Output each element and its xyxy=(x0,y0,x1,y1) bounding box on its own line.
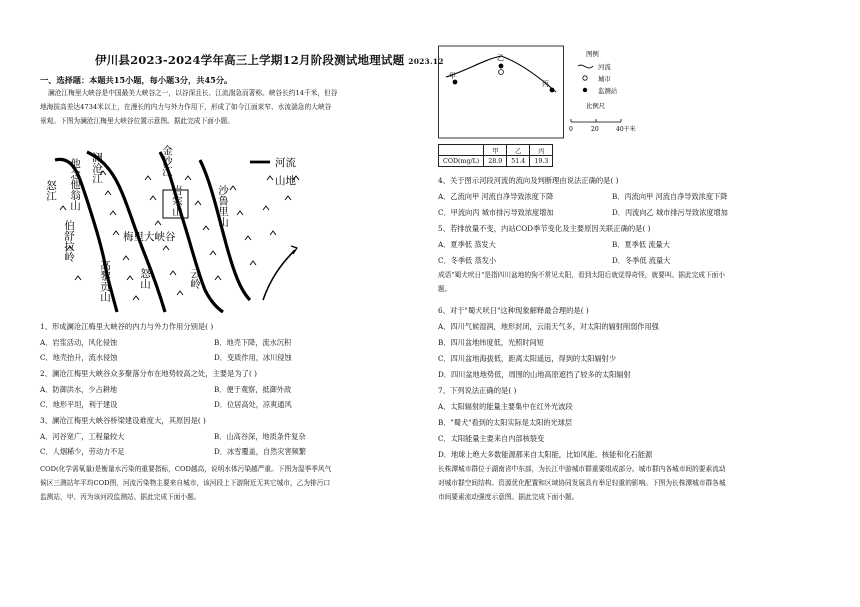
question-stem: 1、形成澜沧江梅里大峡谷的内力与外力作用分别是( ) xyxy=(40,322,214,331)
city-yi xyxy=(499,70,504,75)
scale-label: 比例尺 xyxy=(586,102,606,110)
option-a[interactable]: A．四川气候湿润，地形封闭，云雨天气多，对太阳的辐射削弱作用强 xyxy=(438,322,659,331)
option-b[interactable]: B．丙流向甲 河流自净导致浓度下降 xyxy=(612,192,728,201)
legend-city-icon xyxy=(583,76,587,80)
intro-line: 成语"蜀犬吠日"是指四川盆地的狗不常见太阳，看到太阳后就觉得奇怪，就要叫。据此完成下面小 xyxy=(438,271,726,279)
intro-line: 对城市群空间结构、资源优化配置和区域协同发展具有举足轻重的影响。下图为长株潭城市群各城 xyxy=(438,479,726,487)
intro-city xyxy=(438,462,826,504)
river-far xyxy=(263,250,295,300)
option-d[interactable]: D．变质作用，冰川侵蚀 xyxy=(214,353,292,362)
river-east xyxy=(200,160,250,300)
scale-tick-20: 20 xyxy=(591,126,599,133)
exam-title xyxy=(95,52,444,68)
option-d[interactable]: D．位居高处，凉爽通风 xyxy=(214,400,292,409)
option-d[interactable]: D．冬季低 流量大 xyxy=(612,256,671,265)
option-d[interactable]: D．冰雪覆盖，自然灾害频繁 xyxy=(214,447,307,456)
label-yunling: 云岭 xyxy=(189,268,201,289)
option-d[interactable]: D．四川盆地地势低，周围的山地高原遮挡了较多的太阳辐射 xyxy=(438,370,631,379)
option-c[interactable]: C．甲流向丙 城市排污导致浓度增加 xyxy=(438,208,554,217)
legend-mountain-symbol xyxy=(267,176,273,180)
cod-table xyxy=(438,144,553,167)
cod-header-jia: 甲 xyxy=(484,145,507,156)
intro-line: 澜沧江梅里大峡谷是中国最美大峡谷之一，以谷深且长、江流湍急而著称。峡谷长约14千米，但谷 xyxy=(48,89,338,97)
station-bing-label: 丙 xyxy=(542,80,549,88)
label-lancang: 澜沧江 xyxy=(91,152,103,184)
option-c[interactable]: C．太阳能量主要来自内部核裂变 xyxy=(438,434,545,443)
cod-value-jia: 28.9 xyxy=(484,156,507,167)
label-boshula: 伯舒拉岭 xyxy=(63,220,75,262)
intro-gorge xyxy=(40,86,420,128)
cod-header-yi: 乙 xyxy=(507,145,530,156)
legend-station-label: 监测站 xyxy=(598,87,618,95)
option-b[interactable]: B．地壳下降，流水沉积 xyxy=(214,338,292,347)
cod-table-blank xyxy=(439,145,484,156)
option-a[interactable]: A．防御洪水，少占耕地 xyxy=(40,385,118,394)
station-jia-label: 甲 xyxy=(449,72,456,80)
cod-value-bing: 19.3 xyxy=(530,156,553,167)
label-yanzong: 岩宗山 xyxy=(171,185,183,217)
intro-line: 景观。下图为澜沧江梅里大峡谷位置示意图。据此完成下面小题。 xyxy=(40,117,234,125)
title-text: 伊川县2023-2024学年高三上学期12月阶段测试地理试题 xyxy=(95,53,405,67)
question-stem: 3、澜沧江梅里大峡谷桥梁建设难度大，其原因是( ) xyxy=(40,416,206,425)
option-b[interactable]: B．山高谷深，地质条件复杂 xyxy=(214,432,306,441)
cod-figure xyxy=(438,42,668,165)
option-b[interactable]: B．四川盆地纬度低，光照时间短 xyxy=(438,338,544,347)
label-gaoli: 高黎贡山 xyxy=(99,260,111,302)
legend-title: 图例 xyxy=(586,50,599,58)
question-stem: 4、关于图示河段河流的流向及判断理由说法正确的是( ) xyxy=(438,176,619,185)
label-gorge: 梅里大峡谷 xyxy=(123,231,176,243)
option-a[interactable]: A．岩浆活动，风化侵蚀 xyxy=(40,338,118,347)
option-c[interactable]: C．四川盆地海拔低，距离太阳遥远，得到的太阳辐射少 xyxy=(438,354,617,363)
station-bing xyxy=(550,88,555,93)
option-a[interactable]: A．太阳辐射的能量主要集中在红外光波段 xyxy=(438,402,573,411)
station-yi-label: 乙 xyxy=(497,54,504,62)
legend-river-label: 河流 xyxy=(598,63,611,71)
legend-city-label: 城市 xyxy=(598,75,611,83)
section-header: 一、选择题：本题共15小题，每小题3分，共45分。 xyxy=(40,75,233,85)
label-tanian: 他念他翁山 xyxy=(69,158,81,211)
option-d[interactable]: D．丙流向乙 城市排污导致浓度增加 xyxy=(612,208,728,217)
scale-tick-0: 0 xyxy=(569,126,573,133)
question-stem: 2、澜沧江梅里大峡谷众多聚落分布在地势较高之处，主要是为了( ) xyxy=(40,369,257,378)
option-c[interactable]: C．地壳抬升，流水侵蚀 xyxy=(40,353,118,362)
intro-line: COD(化学需氧量)是衡量水污染的重要指标，COD越高，说明水体污染越严重。下图为湿季季风气 xyxy=(40,465,332,473)
intro-line: 题。 xyxy=(438,285,452,293)
station-jia xyxy=(453,80,458,85)
label-nushan: 怒山 xyxy=(139,268,151,289)
intro-line: 长株潭城市群位于湖南省中东部，为长江中游城市群重要组成部分。城市群内各城市间的要素流动 xyxy=(438,465,726,473)
option-a[interactable]: A．乙流向甲 河流自净导致浓度下降 xyxy=(438,192,554,201)
option-b[interactable]: B．夏季低 流量大 xyxy=(612,240,670,249)
station-yi xyxy=(499,64,504,69)
legend-river-icon xyxy=(578,65,593,68)
question-stem: 6、对于"蜀犬吠日"这种现象解释最合理的是( ) xyxy=(438,306,589,315)
intro-line: 地海拔高差达4734米以上，在漫长的内力与外力作用下，形成了如今江面束窄、水流湍急的大峡谷 xyxy=(40,103,332,111)
cod-header-bing: 丙 xyxy=(530,145,553,156)
option-a[interactable]: A．夏季低 蒸发大 xyxy=(438,240,496,249)
label-nujiang: 怒江 xyxy=(45,180,57,201)
label-shalu: 沙鲁里山 xyxy=(217,185,229,227)
cod-row-label: COD(mg/L) xyxy=(439,156,484,167)
intro-line: 市间要素流动强度示意图。据此完成下面小题。 xyxy=(438,493,579,501)
cod-value-yi: 51.4 xyxy=(507,156,530,167)
legend-mountain-label: 山地 xyxy=(275,175,296,187)
legend-river-label: 河流 xyxy=(275,157,296,169)
option-a[interactable]: A．河谷宽广，工程量较大 xyxy=(40,432,125,441)
option-b[interactable]: B．便于观察，抵御外敌 xyxy=(214,385,292,394)
question-stem: 5、若排放量不变，内站COD季节变化及主要原因关联正确的是( ) xyxy=(438,224,651,233)
option-c[interactable]: C．人烟稀少，劳动力不足 xyxy=(40,447,125,456)
scale-tick-40: 40千米 xyxy=(616,126,636,133)
title-date: 2023.12 xyxy=(408,57,444,66)
label-jinsha: 金沙江 xyxy=(161,145,173,177)
question-stem: 7、下列说法正确的是( ) xyxy=(438,386,517,395)
option-b[interactable]: B．"蜀犬"看到的太阳实际是太阳的光球层 xyxy=(438,418,573,427)
intro-line: 候区三测站年平均COD图，河流污染物主要来自城市，该河段上下游附近无其它城市，乙为排污口 xyxy=(40,479,331,487)
legend-station-icon xyxy=(583,88,587,92)
intro-cod xyxy=(40,462,420,504)
intro-line: 监测站，甲、丙为该河段监测站。据此完成下面小题。 xyxy=(40,493,201,501)
option-d[interactable]: D．地球上绝大多数能源都来自太阳能，比如风能、核能和化石能源 xyxy=(438,450,653,459)
option-c[interactable]: C．冬季低 蒸发小 xyxy=(438,256,497,265)
option-c[interactable]: C．地形平坦，利于建设 xyxy=(40,400,118,409)
gorge-map xyxy=(45,140,315,315)
intro-shu xyxy=(438,268,826,296)
